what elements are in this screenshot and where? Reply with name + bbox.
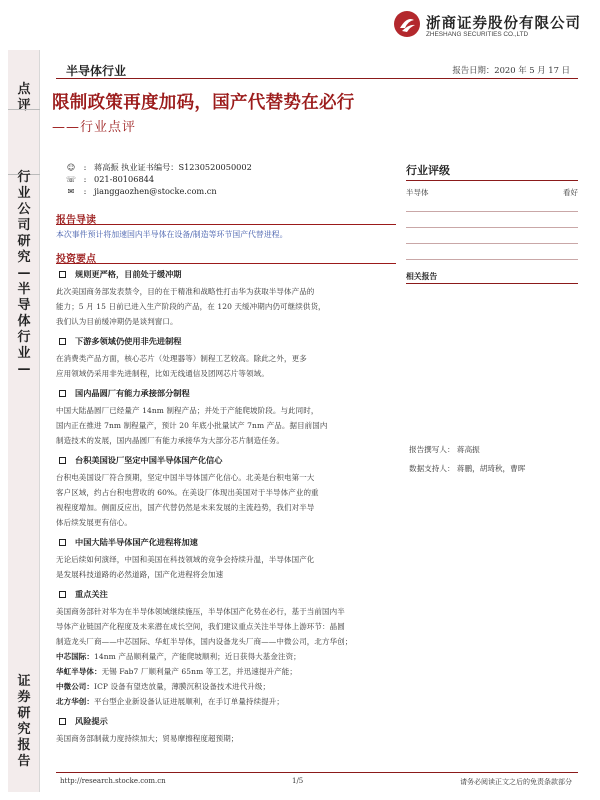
focus-company-text: 无锡 Fab7 厂顺利量产 65nm 等工艺，并迅速提升产能； xyxy=(101,667,297,676)
analyst-name: 蒋高振 执业证书编号：S1230520050002 xyxy=(94,161,252,172)
phone-icon: ☏ xyxy=(66,174,77,184)
checkbox-bullet-icon xyxy=(59,457,66,464)
rating-divider xyxy=(406,180,578,181)
page-number: 1/5 xyxy=(292,777,304,785)
brand-name-cn: 浙商证券股份有限公司 xyxy=(426,16,581,32)
point-body xyxy=(56,351,400,381)
point-body xyxy=(56,604,400,709)
point-body xyxy=(56,403,400,448)
point-line: 制造技术的发展，国内晶圆厂有能力承接华为大部分芯片制造任务。 xyxy=(56,436,284,445)
point-line: 台积电美国设厂符合预期，坚定中国半导体国产化信心。北美是台积电第一大 xyxy=(56,473,315,482)
focus-company-name: 北方华创： xyxy=(56,697,94,706)
point-line: 美国商务部制裁力度持续加大；贸易摩擦程度超预期； xyxy=(56,734,239,743)
focus-company-text: ICP 设备有望迭放量，薄膜沉积设备技术进代升级； xyxy=(94,682,271,691)
point-title-text: 中国大陆半导体国产化进程将加速 xyxy=(75,536,198,547)
point-title-text: 重点关注 xyxy=(75,588,108,599)
point-line: 能力；5 月 15 日前已进入生产阶段的产品，在 120 天缓冲期内仍可继续供货， xyxy=(56,302,326,311)
point-line: 国内正在推进 7nm 制程量产，预计 20 年底小批量试产 7nm 产品。据目前国内 xyxy=(56,421,328,430)
author-info xyxy=(409,440,525,478)
brand-logo xyxy=(393,10,593,46)
side-strip xyxy=(8,50,40,792)
checkbox-bullet-icon xyxy=(59,539,66,546)
checkbox-bullet-icon xyxy=(59,271,66,278)
focus-company-text: 14nm 产品顺利量产，产能爬坡顺利；近日获得大基金注资； xyxy=(94,652,301,661)
analyst-email-row: ✉ : jianggaozhen@stocke.com.cn xyxy=(67,186,217,196)
footer-url-link[interactable]: http://research.stocke.com.cn xyxy=(60,777,166,785)
focus-company-line xyxy=(56,649,400,664)
analyst-phone: 021-80106844 xyxy=(94,174,155,184)
report-guide-heading: 报告导读 xyxy=(56,215,96,226)
point-line: 此次美国商务部发表禁令，目的在于精准和战略性打击华为获取半导体产品的 xyxy=(56,287,315,296)
point-line: 无论后续如何演绎，中国和美国在科技领域的竞争会持续升温，半导体国产化 xyxy=(56,555,315,564)
point-body xyxy=(56,731,400,746)
point-title-text: 国内晶圆厂有能力承接部分制程 xyxy=(75,387,190,398)
point-body xyxy=(56,470,400,530)
side-label-bottom: 证券研究报告 xyxy=(17,674,31,769)
checkbox-bullet-icon xyxy=(59,338,66,345)
point-line: 体后续发展更有信心。 xyxy=(56,518,132,527)
analyst-contact xyxy=(66,161,386,197)
point-line: 制造龙头厂商——中芯国际、华虹半导体，国内设备龙头厂商——中微公司，北方华创； xyxy=(56,637,353,646)
person-icon: ☺ xyxy=(66,162,76,172)
section-divider xyxy=(56,224,396,225)
page-title: 限制政策再度加码，国产代替势在必行 xyxy=(52,93,355,113)
point-line: 美国商务部针对华为在半导体领域继续施压，半导体国产化势在必行，基于当前国内半 xyxy=(56,607,345,616)
point-body xyxy=(56,284,400,329)
zheshang-logo-icon xyxy=(393,10,421,38)
rating-panel xyxy=(406,162,578,275)
point-title xyxy=(56,588,400,600)
point-line: 在消费类产品方面，核心芯片（处理器等）制程工艺较高。除此之外，更多 xyxy=(56,354,307,363)
disclaimer-note: 请务必阅读正文之后的免责条款部分 xyxy=(460,778,572,786)
rating-value: 看好 xyxy=(563,188,578,197)
report-date: 报告日期：2020 年 5 月 17 日 xyxy=(452,65,570,75)
rating-row xyxy=(406,187,578,197)
footer-divider xyxy=(56,772,578,773)
point-line: 导体产业链国产化程度及未来潜在成长空间，我们建议重点关注半导体上游环节：晶圆 xyxy=(56,622,345,631)
focus-company-line xyxy=(56,679,400,694)
point-title-text: 下游多领域仍使用非先进制程 xyxy=(75,335,182,346)
point-line: 应用领域仍采用非先进制程，比如无线通信及团网芯片等领域。 xyxy=(56,369,269,378)
report-writer: 报告撰写人： 蒋高振 xyxy=(409,445,480,454)
point-line: 中国大陆晶圆厂已经量产 14nm 制程产品；并处于产能爬坡阶段。与此同时， xyxy=(56,406,319,415)
point-title xyxy=(56,335,400,347)
related-divider xyxy=(406,283,578,284)
analyst-email[interactable]: jianggaozhen@stocke.com.cn xyxy=(94,186,217,196)
focus-company-name: 中芯国际： xyxy=(56,652,94,661)
point-title xyxy=(56,536,400,548)
point-title xyxy=(56,268,400,280)
mail-icon: ✉ xyxy=(67,186,75,196)
related-reports-heading: 相关报告 xyxy=(406,272,438,281)
investment-points xyxy=(56,266,400,752)
header-divider xyxy=(56,78,578,79)
focus-company-name: 华虹半导体： xyxy=(56,667,102,676)
point-title xyxy=(56,715,400,727)
rating-industry: 半导体 xyxy=(406,188,429,197)
point-line: 是发展科技道路的必然道路，国产化进程将会加速 xyxy=(56,570,224,579)
point-title-text: 风险提示 xyxy=(75,715,108,726)
side-label-middle: 行业公司研究—半导体行业— xyxy=(17,170,31,377)
checkbox-bullet-icon xyxy=(59,390,66,397)
point-line: 我们认为目前缓冲期仍是谈判窗口。 xyxy=(56,317,178,326)
point-title xyxy=(56,387,400,399)
page-subtitle: ——行业点评 xyxy=(52,120,137,135)
rating-heading: 行业评级 xyxy=(406,164,450,177)
sector-label: 半导体行业 xyxy=(66,64,127,78)
checkbox-bullet-icon xyxy=(59,718,66,725)
side-label-top: 点评 xyxy=(17,82,31,113)
brand-name-en: ZHESHANG SECURITIES CO.,LTD xyxy=(426,31,529,38)
strip-divider xyxy=(8,109,40,110)
point-title xyxy=(56,454,400,466)
analyst-name-row: ☺ : 蒋高振 执业证书编号：S1230520050002 xyxy=(66,161,252,172)
focus-company-text: 平台型企业新设备认证进展顺利，在手订单量持续提升； xyxy=(94,697,284,706)
investment-heading: 投资要点 xyxy=(56,254,96,265)
analyst-phone-row: ☏ : 021-80106844 xyxy=(66,174,155,184)
checkbox-bullet-icon xyxy=(59,591,66,598)
point-body xyxy=(56,552,400,582)
section-divider xyxy=(56,263,396,264)
focus-company-name: 中微公司： xyxy=(56,682,94,691)
focus-company-line xyxy=(56,694,400,709)
rating-blank-rows xyxy=(406,211,578,260)
point-line: 客户区域，约占台积电营收的 60%。在美设厂体现出美国对于半导体产业的重 xyxy=(56,488,319,497)
focus-company-line xyxy=(56,664,400,679)
data-support: 数据支持人： 蒋鹏，胡琦秋，曹晖 xyxy=(409,464,526,473)
report-guide-text: 本次事件预计将加速国内半导体在设备/制造等环节国产代替进程。 xyxy=(56,230,288,239)
point-title-text: 台积美国设厂坚定中国半导体国产化信心 xyxy=(75,454,223,465)
point-title-text: 规则更严格，目前处于缓冲期 xyxy=(75,268,182,279)
point-line: 视程度增加。侧面反应出，国产代替仍然是未来发展的主流趋势，我们对半导 xyxy=(56,503,315,512)
